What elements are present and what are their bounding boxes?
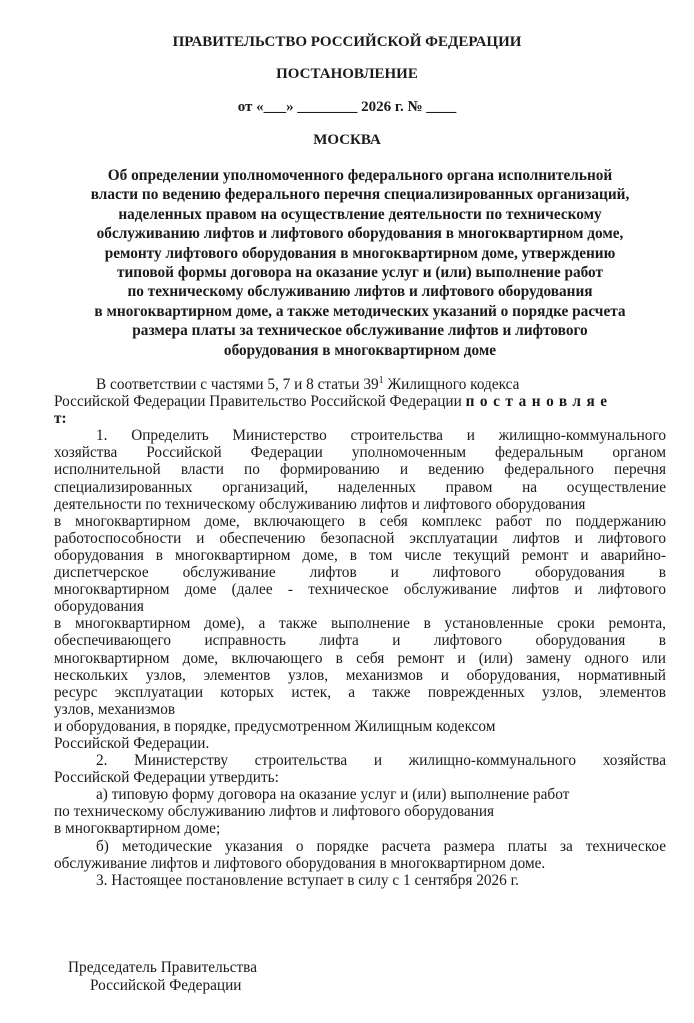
signature-line-1: Председатель Правительства: [68, 959, 257, 976]
title-line: наделенных правом на осуществление деятельности по техническому: [118, 205, 602, 223]
body-line: в многоквартирном доме, включающего в себя комплекс работ по поддержанию: [54, 512, 666, 530]
body-line: б) методические указания о порядке расчета размера платы за техническое: [96, 837, 666, 855]
body-line: 3. Настоящее постановление вступает в силу с 1 сентября 2026 г.: [96, 871, 520, 889]
preamble-line-2: Российской Федерации Правительство Российской Федерации постановляе: [54, 393, 613, 411]
body-line: обслуживание лифтов и лифтового оборудования в многоквартирном доме.: [54, 854, 546, 872]
body-line: специализированных организаций, наделенных правом на осуществление: [54, 478, 666, 496]
title-line: обслуживанию лифтов и лифтового оборудования в многоквартирном доме,: [96, 225, 624, 243]
title-line: размера платы за техническое обслуживание лифтов и лифтового: [132, 322, 588, 340]
body-line: узлов, механизмов: [54, 700, 176, 718]
body-line: работоспособности и обеспечению безопасной эксплуатации лифтов и лифтового: [54, 529, 666, 547]
body-line: 1. Определить Министерство строительства и жилищно-коммунального: [96, 427, 666, 445]
body-line: а) типовую форму договора на оказание услуг и (или) выполнение работ: [96, 786, 570, 804]
body-line: деятельности по техническому обслуживанию лифтов и лифтового оборудования: [54, 495, 586, 513]
preamble-line-1: В соответствии с частями 5, 7 и 8 статьи $39^1$ Жилищного кодекса: [96, 375, 520, 393]
body-line: обеспечивающего исправность лифта и лифтового оборудования в: [54, 632, 666, 650]
body-line: исполнительной власти по формированию и ведению федерального перечня: [54, 461, 666, 479]
body-line: в многоквартирном доме;: [54, 820, 221, 838]
title-line: власти по ведению федерального перечня специализированных организаций,: [90, 186, 630, 204]
body-line: многоквартирном доме (далее - техническое обслуживание лифтов и лифтового: [54, 581, 666, 599]
title-line: в многоквартирном доме, а также методических указаний о порядке расчета: [94, 302, 626, 320]
item-3: [54, 872, 666, 889]
body-line: 2. Министерству строительства и жилищно-коммунального хозяйства: [96, 752, 666, 770]
date-number-line: от «___» ________ 2026 г. № ____: [237, 99, 457, 115]
title-line: типовой формы договора на оказание услуг и (или) выполнение работ: [116, 264, 604, 282]
title-line: ремонту лифтового оборудования в многоквартирном доме, утверждению: [104, 244, 616, 262]
body-line: и оборудования, в порядке, предусмотренном Жилищным кодексом: [54, 717, 496, 735]
document-title: [50, 166, 670, 360]
decree-word-tail: т:: [54, 410, 67, 428]
body-line: Российской Федерации.: [54, 734, 210, 752]
document-type-heading: ПОСТАНОВЛЕНИЕ: [276, 66, 418, 82]
title-line: по техническому обслуживанию лифтов и лифтового оборудования: [127, 283, 593, 301]
body-line: по техническому обслуживанию лифтов и лифтового оборудования: [54, 803, 495, 821]
body-line: хозяйства Российской Федерации уполномоченным федеральным органом: [54, 444, 666, 462]
body-line: оборудования: [54, 598, 144, 616]
city-heading: МОСКВА: [313, 132, 381, 148]
body-line: диспетчерское обслуживание лифтов и лифтового оборудования в: [54, 564, 666, 582]
government-heading: ПРАВИТЕЛЬСТВО РОССИЙСКОЙ ФЕДЕРАЦИИ: [172, 34, 522, 50]
title-line: оборудования в многоквартирном доме: [223, 341, 497, 359]
preamble-line-3: [54, 410, 666, 427]
body-line: многоквартирном доме, включающего в себя ремонт и (или) замену одного или: [54, 649, 666, 667]
document-body: [54, 376, 666, 889]
item-1: [54, 427, 666, 752]
body-line: ресурс эксплуатации которых истек, а также поврежденных узлов, элементов: [54, 683, 666, 701]
title-line: Об определении уполномоченного федерального органа исполнительной: [107, 167, 613, 184]
decree-word: постановляе: [465, 393, 613, 411]
item-2: [54, 752, 666, 872]
body-line: в многоквартирном доме), а также выполнение в установленные сроки ремонта,: [54, 615, 666, 633]
body-line: Российской Федерации утвердить:: [54, 769, 279, 787]
signature-block: [68, 959, 257, 995]
signature-line-2: Российской Федерации: [90, 977, 242, 994]
body-line: нескольких узлов, элементов узлов, механизмов и оборудования, нормативный: [54, 666, 666, 684]
body-line: оборудования в многоквартирном доме, в том числе текущий ремонт и аварийно-: [54, 546, 666, 564]
article-superscript: 1: [378, 375, 384, 386]
